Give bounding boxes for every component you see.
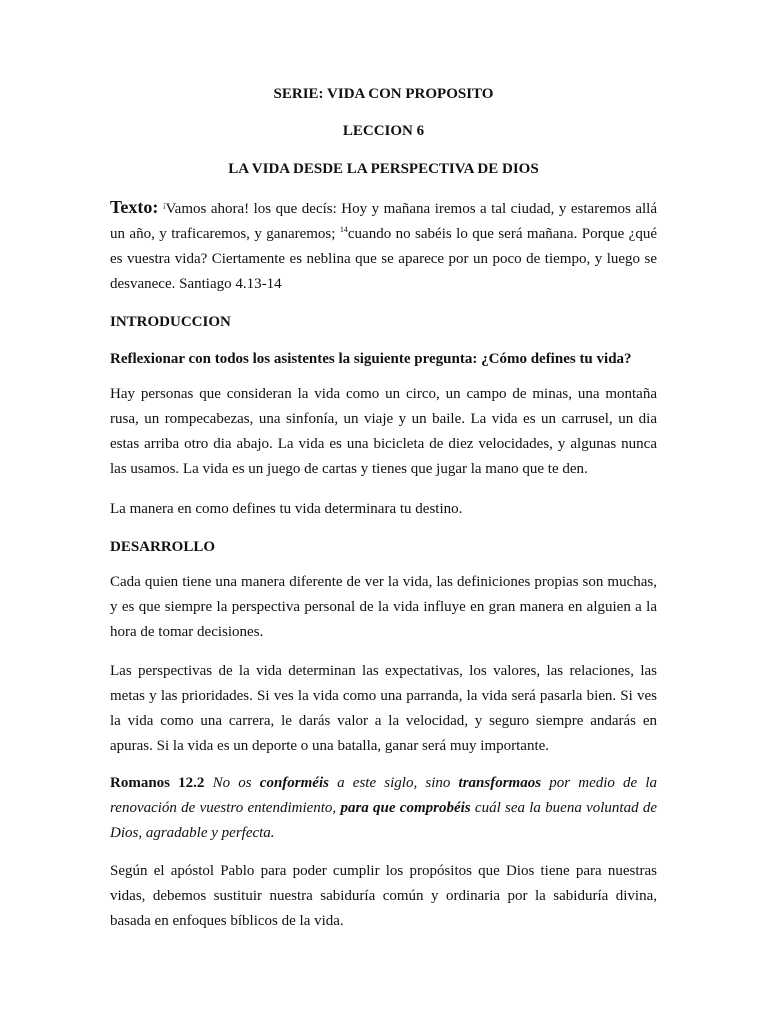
- lesson-title: LA VIDA DESDE LA PERSPECTIVA DE DIOS: [228, 161, 539, 177]
- verse-text-3: a este siglo, sino: [337, 775, 451, 791]
- introduccion-heading: INTRODUCCION: [110, 314, 231, 330]
- desarrollo-heading: DESARROLLO: [110, 539, 216, 555]
- lesson-number: LECCION 6: [342, 123, 425, 139]
- texto-part-1: Vamos ahora! los que decís: Hoy y mañana iremos a tal ciudad, y estaremos allá un año, y traficaremos, y ganaremos;: [110, 201, 657, 242]
- verse-text-5: por medio de la renovación de vuestro entendimiento,: [110, 775, 658, 816]
- texto-sup-2: 14: [339, 225, 348, 234]
- intro-paragraph-2: La manera en como defines tu vida determinara tu destino.: [110, 501, 463, 517]
- verse-text-7: cuál sea la buena voluntad de Dios, agradable y perfecta.: [110, 800, 658, 841]
- intro-paragraph-1: Hay personas que consideran la vida como un circo, un campo de minas, una montaña rusa, un rompecabezas, una sinfonía, un viaje y un baile. La vida es un carrusel, un dia estas arriba otro dia abajo. La vida es una bicicleta de diez velocidades, y algunas nunca las usamos. La vida es un juego de cartas y tienes que jugar la mano que te den.: [110, 386, 657, 477]
- texto-label: Texto:: [110, 197, 159, 217]
- verse-reference: Romanos 12.2: [110, 775, 205, 791]
- texto-paragraph: [110, 195, 657, 297]
- verse-text-1: No os: [212, 775, 252, 791]
- verse-text-2: conforméis: [259, 775, 329, 791]
- texto-part-2: cuando no sabéis lo que será mañana. Porque ¿qué es vuestra vida? Ciertamente es neblina que se aparece por un poco de tiempo, y luego se desvanece. Santiago 4.13-14: [110, 226, 657, 292]
- desarrollo-paragraph-2: Las perspectivas de la vida determinan las expectativas, los valores, las relaciones, las metas y las prioridades. Si ves la vida como una parranda, la vida será pasarla bien. Si ves la vida como una carrera, le darás valor a la velocidad, y seguro siempre andarás en apuras. Si la vida es un deporte o una batalla, ganar será muy importante.: [110, 663, 657, 754]
- desarrollo-paragraph-3: Según el apóstol Pablo para poder cumplir los propósitos que Dios tiene para nuestras vidas, debemos sustituir nuestra sabiduría común y ordinaria por la sabiduría divina, basada en enfoques bíblicos de la vida.: [110, 863, 657, 929]
- desarrollo-paragraph-1: Cada quien tiene una manera diferente de ver la vida, las definiciones propias son muchas, y es que siempre la perspectiva personal de la vida influye en gran manera en alguien a la hora de tomar decisiones.: [110, 574, 657, 640]
- texto-sup-1: ¡: [162, 200, 166, 209]
- verse-text-6: para que comprobéis: [340, 800, 471, 816]
- intro-question: Reflexionar con todos los asistentes la siguiente pregunta: ¿Cómo defines tu vida?: [110, 351, 632, 367]
- series-title: SERIE: VIDA CON PROPOSITO: [273, 86, 494, 102]
- romanos-verse: [110, 771, 657, 846]
- verse-text-4: transformaos: [458, 775, 542, 791]
